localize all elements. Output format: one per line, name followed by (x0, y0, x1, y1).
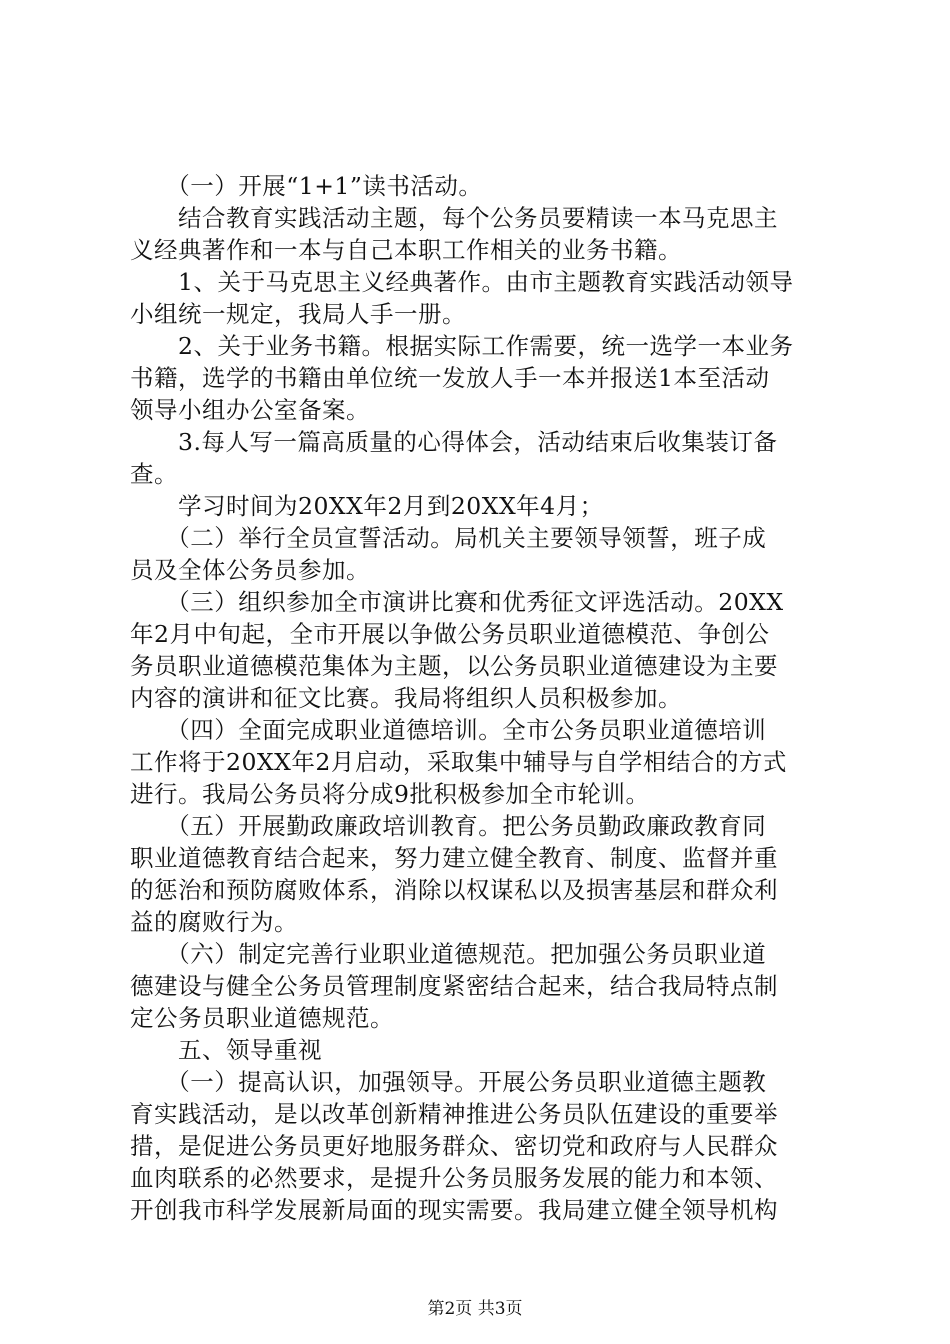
text-line: 措，是促进公务员更好地服务群众、密切党和政府与人民群众 (130, 1132, 778, 1160)
text-line: 血肉联系的必然要求，是提升公务员服务发展的能力和本领、 (130, 1164, 778, 1192)
text-line: （二）举行全员宣誓活动。局机关主要领导领誓，班子成 (130, 524, 767, 552)
text-line: 的惩治和预防腐败体系，消除以权谋私以及损害基层和群众利 (130, 876, 778, 904)
text-line: 2、关于业务书籍。根据实际工作需要，统一选学一本业务 (130, 332, 794, 360)
text-line: 书籍，选学的书籍由单位统一发放人手一本并报送1本至活动 (130, 364, 770, 392)
text-line: （一）开展“1+1”读书活动。 (130, 172, 483, 200)
text-line: 学习时间为20XX年2月到20XX年4月； (130, 492, 604, 520)
text-line: 育实践活动，是以改革创新精神推进公务员队伍建设的重要举 (130, 1100, 778, 1128)
text-line: 定公务员职业道德规范。 (130, 1004, 394, 1032)
text-line: 义经典著作和一本与自己本职工作相关的业务书籍。 (130, 236, 682, 264)
text-line: （五）开展勤政廉政培训教育。把公务员勤政廉政教育同 (130, 812, 767, 840)
text-line: （六）制定完善行业职业道德规范。把加强公务员职业道 (130, 940, 767, 968)
text-line: 年2月中旬起，全市开展以争做公务员职业道德模范、争创公 (130, 620, 770, 648)
text-line: 1、关于马克思主义经典著作。由市主题教育实践活动领导 (130, 268, 794, 296)
text-line: （一）提高认识，加强领导。开展公务员职业道德主题教 (130, 1068, 767, 1096)
text-line: （三）组织参加全市演讲比赛和优秀征文评选活动。20XX (130, 588, 784, 616)
text-line: （四）全面完成职业道德培训。全市公务员职业道德培训 (130, 716, 767, 744)
text-line: 查。 (130, 460, 178, 488)
text-line: 员及全体公务员参加。 (130, 556, 370, 584)
text-line: 小组统一规定，我局人手一册。 (130, 300, 466, 328)
text-line: 内容的演讲和征文比赛。我局将组织人员积极参加。 (130, 684, 682, 712)
document-body (130, 170, 830, 1226)
text-line: 工作将于20XX年2月启动，采取集中辅导与自学相结合的方式 (130, 748, 787, 776)
text-line: 开创我市科学发展新局面的现实需要。我局建立健全领导机构 (130, 1196, 778, 1224)
text-line: 3.每人写一篇高质量的心得体会，活动结束后收集装订备 (130, 428, 778, 456)
section-heading: 五、领导重视 (130, 1036, 322, 1064)
text-line: 德建设与健全公务员管理制度紧密结合起来，结合我局特点制 (130, 972, 778, 1000)
text-line: 务员职业道德模范集体为主题，以公务员职业道德建设为主要 (130, 652, 778, 680)
text-line: 进行。我局公务员将分成9批积极参加全市轮训。 (130, 780, 650, 808)
page-number-footer: 第2页 共3页 (427, 1299, 523, 1319)
text-line: 领导小组办公室备案。 (130, 396, 370, 424)
text-line: 职业道德教育结合起来，努力建立健全教育、制度、监督并重 (130, 844, 778, 872)
text-line: 益的腐败行为。 (130, 908, 298, 936)
text-line: 结合教育实践活动主题，每个公务员要精读一本马克思主 (130, 204, 778, 232)
